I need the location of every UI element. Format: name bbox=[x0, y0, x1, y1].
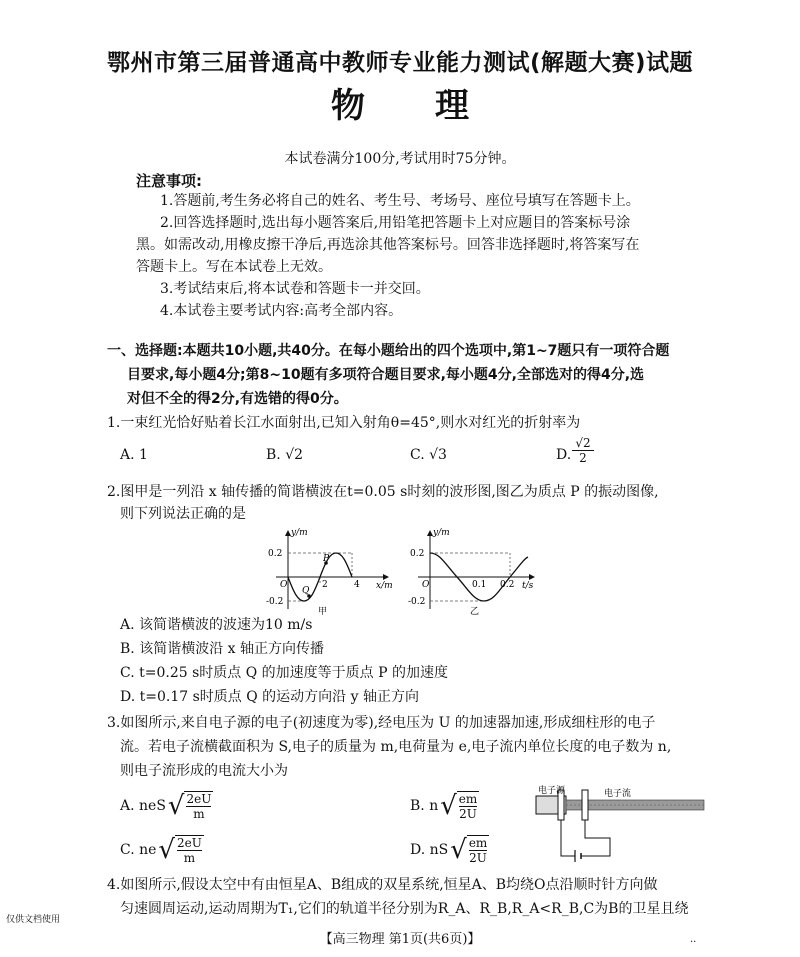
q3-b-den: 2U bbox=[459, 807, 477, 821]
q2-stem-1: 2.图甲是一列沿 x 轴传播的简谐横波在t=0.05 s时刻的波形图,图乙为质点 P 的振动图像, bbox=[107, 484, 659, 500]
fig2-yneg: -0.2 bbox=[408, 597, 426, 607]
side-note: 仅供文档使用 bbox=[6, 915, 61, 925]
q3-option-d bbox=[410, 832, 489, 868]
section1-line-3: 对但不全的得2分,有选错的得0分。 bbox=[127, 391, 348, 407]
q1-stem: 1.一束红光恰好贴着长江水面射出,已知入射角θ=45°,则水对红光的折射率为 bbox=[107, 415, 581, 431]
subject-char-2: 理 bbox=[435, 86, 469, 126]
sqrt-icon: √ bbox=[158, 835, 175, 865]
fig1-point-q: Q bbox=[302, 586, 310, 596]
q3-fig-beam-label: 电子流 bbox=[604, 789, 632, 799]
q3-d-prefix: D. nS bbox=[410, 842, 449, 858]
section1-line-2: 目要求,每小题4分;第8~10题有多项符合题目要求,每小题4分,全部选对的得4分,选 bbox=[127, 367, 645, 383]
fig2-xlabel: t/s bbox=[522, 581, 534, 591]
fig1-caption: 甲 bbox=[318, 607, 328, 617]
q3-c-prefix: C. ne bbox=[120, 842, 157, 858]
q3-a-fraction bbox=[184, 791, 213, 821]
q1-option-d-label: D. bbox=[556, 447, 572, 463]
notice-line-4: 答题卡上。写在本试卷上无效。 bbox=[136, 259, 332, 275]
notice-line-1: 1.答题前,考生务必将自己的姓名、考生号、考场号、座位号填写在答题卡上。 bbox=[160, 193, 640, 209]
q3-c-num: 2eU bbox=[177, 836, 202, 850]
q3-c-den: m bbox=[183, 851, 196, 865]
q3-option-a bbox=[120, 788, 213, 824]
fig1-xtick-2: 4 bbox=[354, 580, 360, 590]
sqrt-icon: √ bbox=[167, 791, 185, 821]
q3-d-den: 2U bbox=[469, 851, 487, 865]
fig2-origin: O bbox=[422, 580, 430, 590]
notice-line-3: 黑。如需改动,用橡皮擦干净后,再选涂其他答案标号。回答非选择题时,将答案写在 bbox=[136, 237, 640, 253]
q3-c-fraction bbox=[175, 835, 204, 865]
sqrt-icon: √ bbox=[450, 835, 467, 865]
section1-line-1: 一、选择题:本题共10小题,共40分。在每小题给出的四个选项中,第1~7题只有一项符合题 bbox=[107, 343, 670, 359]
fig2-caption: 乙 bbox=[470, 607, 480, 617]
notice-line-6: 4.本试卷主要考试内容:高考全部内容。 bbox=[160, 303, 403, 319]
q3-stem-2: 流。若电子流横截面积为 S,电子的质量为 m,电荷量为 e,电子流内单位长度的电子数为 n, bbox=[120, 739, 672, 755]
q3-option-b bbox=[410, 788, 479, 824]
fig2-xtick-2: 0.2 bbox=[500, 580, 515, 590]
fig1-xtick-1: 2 bbox=[322, 580, 328, 590]
page-footer: 【高三物理 第1页(共6页)】 bbox=[319, 932, 481, 947]
q3-b-num: em bbox=[458, 792, 478, 806]
subject-title bbox=[0, 78, 800, 127]
fig1-ypos: 0.2 bbox=[268, 549, 283, 559]
fig1-xlabel: x/m bbox=[376, 581, 393, 591]
q3-a-den: m bbox=[193, 807, 205, 821]
fig1-ylabel: y/m bbox=[291, 528, 308, 538]
fig2-ypos: 0.2 bbox=[410, 549, 425, 559]
notice-heading: 注意事项: bbox=[136, 172, 202, 190]
q4-stem-1: 4.如图所示,假设太空中有由恒星A、B组成的双星系统,恒星A、B均绕O点沿顺时针方向做 bbox=[107, 877, 658, 893]
q3-fig-source-label: 电子源 bbox=[538, 786, 566, 796]
q1-d-numerator: √2 bbox=[572, 436, 594, 451]
q2-option-b: B. 该简谐横波沿 x 轴正方向传播 bbox=[120, 641, 324, 657]
q3-option-c bbox=[120, 832, 204, 868]
q1-option-a: A. 1 bbox=[120, 447, 148, 463]
sqrt-icon: √ bbox=[440, 791, 457, 821]
exam-title: 鄂州市第三届普通高中教师专业能力测试(解题大赛)试题 bbox=[106, 50, 694, 76]
notice-line-2: 2.回答选择题时,选出每小题答案后,用铅笔把答题卡上对应题目的答案标号涂 bbox=[160, 215, 631, 231]
fig2-xtick-1: 0.1 bbox=[472, 580, 487, 590]
q3-stem-1: 3.如图所示,来自电子源的电子(初速度为零),经电压为 U 的加速器加速,形成细柱形的电子 bbox=[107, 715, 656, 731]
fig1-origin: O bbox=[280, 580, 288, 590]
fig1-point-p: P bbox=[323, 554, 330, 564]
q3-stem-3: 则电子流形成的电流大小为 bbox=[120, 763, 288, 779]
q1-option-d-fraction bbox=[572, 436, 594, 465]
q3-a-prefix: A. neS bbox=[120, 798, 166, 814]
q2-figure-wave bbox=[268, 523, 398, 615]
corner-mark: .. bbox=[690, 934, 697, 945]
q1-d-denominator: 2 bbox=[579, 451, 587, 465]
fig1-yneg: -0.2 bbox=[266, 597, 284, 607]
q2-option-c: C. t=0.25 s时质点 Q 的加速度等于质点 P 的加速度 bbox=[120, 665, 448, 681]
q1-option-c: C. √3 bbox=[410, 447, 447, 463]
subject-char-1: 物 bbox=[331, 86, 365, 126]
q2-option-d: D. t=0.17 s时质点 Q 的运动方向沿 y 轴正方向 bbox=[120, 689, 419, 705]
notice-line-5: 3.考试结束后,将本试卷和答题卡一并交回。 bbox=[160, 281, 430, 297]
q2-figure-vibration bbox=[410, 523, 540, 615]
q1-option-b: B. √2 bbox=[266, 447, 304, 463]
q3-a-num: 2eU bbox=[186, 792, 212, 806]
exam-intro: 本试卷满分100分,考试用时75分钟。 bbox=[284, 151, 516, 167]
fig2-ylabel: y/m bbox=[433, 528, 450, 538]
q2-stem-2: 则下列说法正确的是 bbox=[120, 506, 246, 522]
q4-stem-2: 匀速圆周运动,运动周期为T₁,它们的轨道半径分别为R_A、R_B,R_A<R_B,C为B的卫星且绕 bbox=[120, 901, 689, 917]
q3-b-prefix: B. n bbox=[410, 798, 439, 814]
q2-option-a: A. 该简谐横波的波速为10 m/s bbox=[120, 617, 313, 633]
q3-d-fraction bbox=[467, 835, 489, 865]
q3-figure-electron-gun bbox=[530, 784, 710, 866]
q3-b-fraction bbox=[457, 791, 479, 821]
q3-d-num: em bbox=[468, 836, 488, 850]
